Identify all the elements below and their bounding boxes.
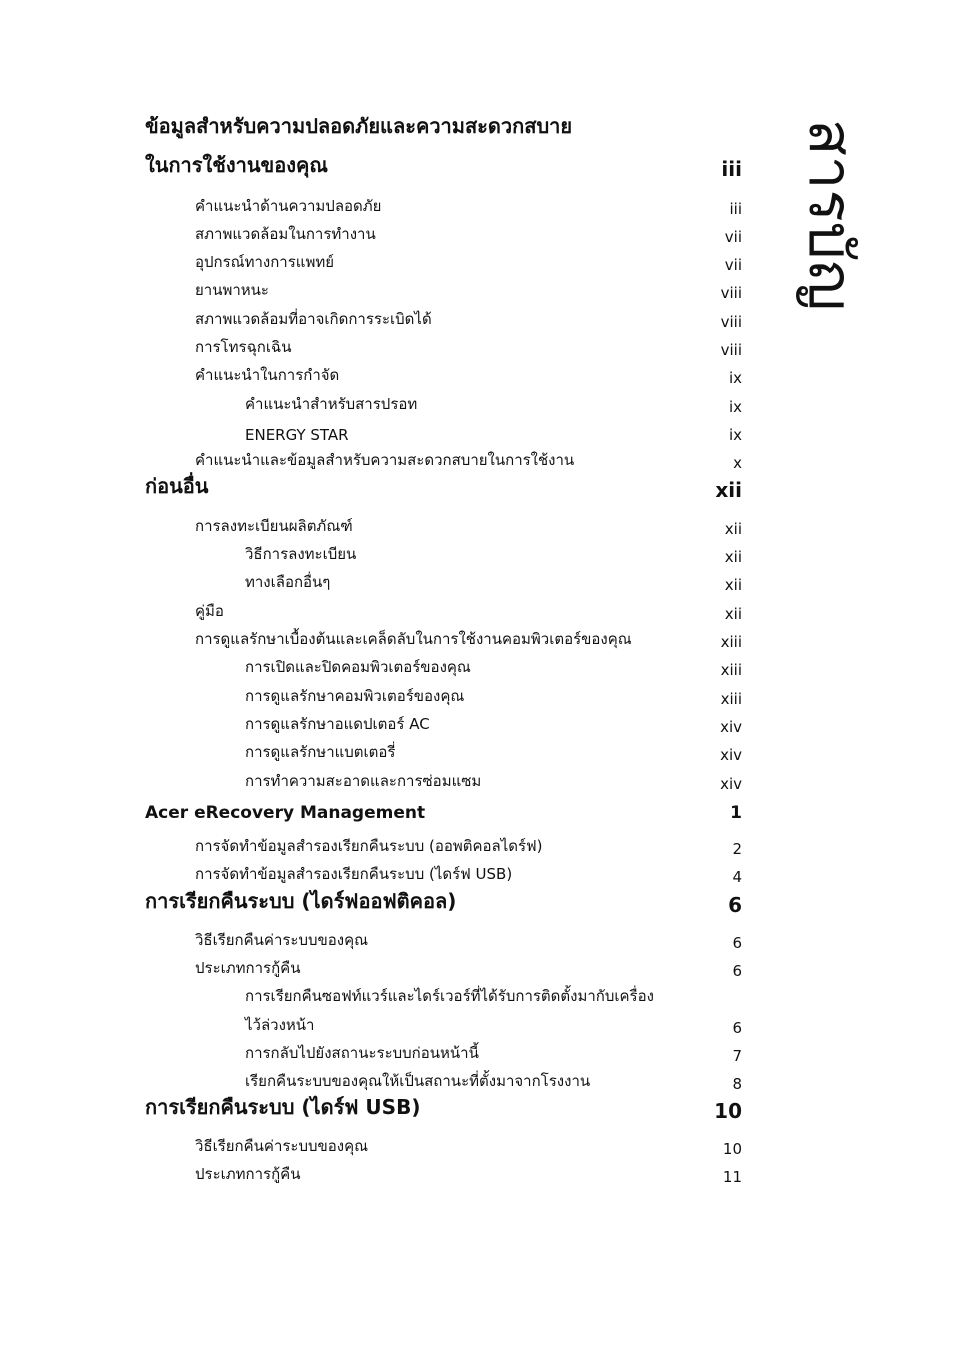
toc-entry[interactable] bbox=[0, 799, 954, 827]
toc-entry-page: xiii bbox=[720, 661, 742, 679]
toc-entry-title: ในการใช้งานของคุณ bbox=[145, 153, 328, 177]
toc-entry-page: 6 bbox=[728, 893, 742, 917]
toc-entry-title: ENERGY STAR bbox=[245, 426, 349, 444]
toc-entry-page: vii bbox=[724, 228, 742, 246]
toc-entry-page: 8 bbox=[732, 1075, 742, 1093]
toc-entry-page: 10 bbox=[722, 1140, 742, 1158]
toc-entry-page: x bbox=[733, 454, 742, 472]
toc-entry-title: ไว้ล่วงหน้า bbox=[245, 1016, 315, 1034]
toc-entry[interactable] bbox=[0, 474, 954, 506]
toc-entry-title: คำแนะนำและข้อมูลสำหรับความสะดวกสบายในการใช้งาน bbox=[195, 451, 575, 469]
toc-entry[interactable] bbox=[0, 363, 954, 391]
toc-entry-page: 6 bbox=[732, 962, 742, 980]
toc-entry-page: xii bbox=[724, 548, 742, 566]
toc-entry-title: การจัดทำข้อมูลสำรองเรียกคืนระบบ (ไดร์ฟ USB) bbox=[195, 865, 513, 883]
toc-entry-title: สภาพแวดล้อมที่อาจเกิดการระเบิดได้ bbox=[195, 310, 432, 328]
toc-entry-title: การกลับไปยังสถานะระบบก่อนหน้านี้ bbox=[245, 1044, 479, 1062]
toc-entry-title: การดูแลรักษาเบื้องต้นและเคล็ดลับในการใช้งานคอมพิวเตอร์ของคุณ bbox=[195, 630, 632, 648]
toc-entry-title: การเรียกคืนซอฟท์แวร์และไดร์เวอร์ที่ได้รับการติดตั้งมากับเครื่อง bbox=[245, 987, 654, 1005]
toc-entry-title: สภาพแวดล้อมในการทำงาน bbox=[195, 225, 376, 243]
toc-entry-page: 1 bbox=[730, 803, 742, 823]
toc-entry[interactable] bbox=[0, 599, 954, 627]
toc-entry-page: xii bbox=[724, 576, 742, 594]
toc-entry-title: การดูแลรักษาแบตเตอรี่ bbox=[245, 743, 396, 761]
toc-entry-page: xiv bbox=[720, 775, 742, 793]
toc-side-title: สารบัญ bbox=[795, 119, 865, 311]
toc-entry-page: iii bbox=[729, 200, 742, 218]
toc-entry-title: คำแนะนำด้านความปลอดภัย bbox=[195, 197, 382, 215]
toc-entry-page: 7 bbox=[732, 1047, 742, 1065]
toc-entry[interactable] bbox=[0, 956, 954, 984]
toc-entry-page: viii bbox=[720, 284, 742, 302]
toc-entry-page: ix bbox=[728, 426, 742, 444]
toc-entry-title: ข้อมูลสำหรับความปลอดภัยและความสะดวกสบาย bbox=[145, 114, 573, 138]
toc-entry-title: อุปกรณ์ทางการแพทย์ bbox=[195, 253, 335, 271]
toc-entry[interactable] bbox=[0, 984, 954, 1012]
toc-entry-title: การโทรฉุกเฉิน bbox=[195, 338, 292, 356]
toc-entry-title: การจัดทำข้อมูลสำรองเรียกคืนระบบ (ออพติคอลไดร์ฟ) bbox=[195, 837, 543, 855]
toc-entry[interactable] bbox=[0, 1041, 954, 1069]
toc-entry-page: xiii bbox=[720, 633, 742, 651]
toc-entry-page: xii bbox=[724, 520, 742, 538]
toc-entry[interactable] bbox=[0, 928, 954, 956]
toc-entry-page: xiv bbox=[720, 718, 742, 736]
toc-entry-page: 6 bbox=[732, 1019, 742, 1037]
toc-entry-page: 11 bbox=[722, 1168, 742, 1186]
toc-entry-page: 2 bbox=[732, 840, 742, 858]
toc-entry-page: vii bbox=[724, 256, 742, 274]
toc-entry-title: คำแนะนำสำหรับสารปรอท bbox=[245, 395, 418, 413]
toc-entry-title: การเรียกคืนระบบ (ไดร์ฟออฟติคอล) bbox=[145, 889, 457, 913]
toc-entry[interactable] bbox=[0, 222, 954, 250]
toc-entry-title: การเรียกคืนระบบ (ไดร์ฟ USB) bbox=[145, 1095, 421, 1119]
toc-entry[interactable] bbox=[0, 542, 954, 570]
toc-entry-title: คู่มือ bbox=[195, 602, 224, 620]
toc-entry-page: xii bbox=[724, 605, 742, 623]
toc-entry-page: xii bbox=[715, 478, 742, 502]
toc-entry-page: viii bbox=[720, 341, 742, 359]
toc-entry[interactable] bbox=[0, 769, 954, 797]
toc-entry-title: ประเภทการกู้คืน bbox=[195, 1165, 301, 1183]
toc-entry[interactable] bbox=[0, 448, 954, 476]
toc-entry[interactable] bbox=[0, 1013, 954, 1041]
toc-entry-page: 10 bbox=[714, 1099, 742, 1123]
toc-entry[interactable] bbox=[0, 570, 954, 598]
toc-entry[interactable] bbox=[0, 627, 954, 655]
toc-entry-title: วิธีเรียกคืนค่าระบบของคุณ bbox=[195, 1137, 369, 1155]
toc-entry-title: การเปิดและปิดคอมพิวเตอร์ของคุณ bbox=[245, 658, 471, 676]
toc-entry[interactable] bbox=[0, 1069, 954, 1097]
toc-entry[interactable] bbox=[0, 335, 954, 363]
toc-entry[interactable] bbox=[0, 684, 954, 712]
toc-entry-page: xiii bbox=[720, 690, 742, 708]
toc-entry-title: การดูแลรักษาคอมพิวเตอร์ของคุณ bbox=[245, 687, 465, 705]
toc-entry-page: 6 bbox=[732, 934, 742, 952]
toc-entry-title: เรียกคืนระบบของคุณให้เป็นสถานะที่ตั้งมาจากโรงงาน bbox=[245, 1072, 591, 1090]
toc-entry-title: วิธีการลงทะเบียน bbox=[245, 545, 357, 563]
toc-entry[interactable] bbox=[0, 712, 954, 740]
toc-entry[interactable] bbox=[0, 834, 954, 862]
toc-entry[interactable] bbox=[0, 1134, 954, 1162]
toc-entry[interactable] bbox=[0, 307, 954, 335]
toc-entry-title: ประเภทการกู้คืน bbox=[195, 959, 301, 977]
toc-entry[interactable] bbox=[0, 420, 954, 448]
toc-entry[interactable] bbox=[0, 514, 954, 542]
toc-entry[interactable] bbox=[0, 740, 954, 768]
toc-entry-title: ก่อนอื่น bbox=[145, 474, 209, 498]
toc-entry[interactable] bbox=[0, 392, 954, 420]
toc-entry-page: 4 bbox=[732, 868, 742, 886]
toc-entry[interactable] bbox=[0, 1162, 954, 1190]
toc-entry[interactable] bbox=[0, 862, 954, 890]
toc-entry-title: ยานพาหนะ bbox=[195, 281, 269, 299]
toc-entry-title: ทางเลือกอื่นๆ bbox=[245, 573, 331, 591]
toc-entry-title: การทำความสะอาดและการซ่อมแซม bbox=[245, 772, 482, 790]
toc-entry-page: viii bbox=[720, 313, 742, 331]
toc-entry-page: ix bbox=[728, 369, 742, 387]
toc-entry[interactable] bbox=[0, 1095, 954, 1127]
toc-entry-title: การลงทะเบียนผลิตภัณฑ์ bbox=[195, 517, 353, 535]
toc-entry-page: iii bbox=[721, 157, 742, 181]
toc-entry[interactable] bbox=[0, 250, 954, 278]
toc-entry[interactable] bbox=[0, 194, 954, 222]
toc-entry[interactable] bbox=[0, 889, 954, 921]
toc-entry[interactable] bbox=[0, 153, 954, 185]
toc-entry-title: วิธีเรียกคืนค่าระบบของคุณ bbox=[195, 931, 369, 949]
toc-entry-title: Acer eRecovery Management bbox=[145, 803, 426, 823]
toc-entry[interactable] bbox=[0, 278, 954, 306]
toc-entry-title: คำแนะนำในการกำจัด bbox=[195, 366, 340, 384]
toc-entry-page: xiv bbox=[720, 746, 742, 764]
toc-entry[interactable] bbox=[0, 114, 954, 146]
toc-entry-title: การดูแลรักษาอแดปเตอร์ AC bbox=[245, 715, 430, 733]
toc-entry-page: ix bbox=[728, 398, 742, 416]
toc-entry[interactable] bbox=[0, 655, 954, 683]
